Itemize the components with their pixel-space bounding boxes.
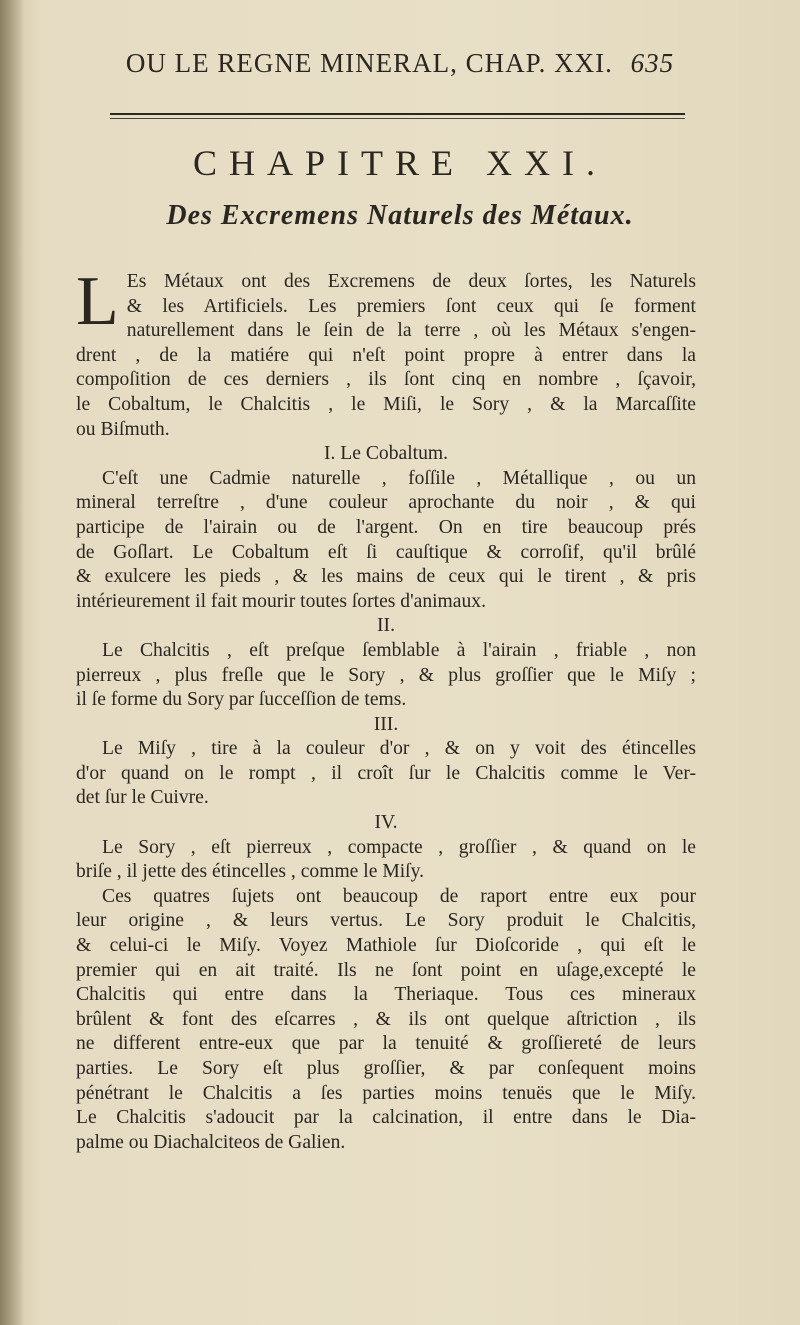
text-line: & celui-ci le Miſy. Voyez Mathiole ſur Dioſcoride , qui eſt le [76, 935, 696, 957]
text-line: det ſur le Cuivre. [76, 787, 209, 809]
section-heading: IV. [374, 812, 398, 834]
text-line: Le Chalcitis s'adoucit par la calcination, il entre dans le Dia- [76, 1107, 696, 1129]
text-line: intérieurement il fait mourir toutes ſortes d'animaux. [76, 590, 486, 612]
page-gutter [0, 0, 24, 1325]
text-line: il ſe forme du Sory par ſucceſſion de tems. [76, 689, 407, 711]
text-line: Es Métaux ont des Excremens de deux ſortes, les Naturels [126, 271, 696, 292]
running-head-text: OU LE REGNE MINERAL, CHAP. XXI. [125, 48, 613, 78]
text-line: ne different entre-eux que par la tenuité & groſſiereté de leurs [76, 1033, 696, 1055]
section-3 [76, 713, 696, 811]
text-line: Le Miſy , tire à la couleur d'or , & on y voit des étincelles [102, 738, 696, 760]
text-line: d'or quand on le rompt , il croît ſur le Chalcitis comme le Ver- [76, 762, 696, 784]
text-line: Le Chalcitis , eſt preſque ſemblable à l'airain , friable , non [102, 639, 696, 661]
section-heading: III. [373, 713, 399, 735]
chapter-subtitle: Des Excremens Naturels des Métaux. [166, 200, 634, 231]
drop-cap: L [76, 263, 119, 340]
text-line: palme ou Diachalciteos de Galien. [76, 1131, 346, 1153]
section-1 [76, 442, 696, 614]
text-line: drent , de la matiére qui n'eſt point propre à entrer dans la [76, 344, 696, 366]
chapter-title: CHAPITRE XXI. [193, 143, 607, 183]
header-rule [110, 113, 685, 115]
text-line: pénétrant le Chalcitis a ſes parties moins tenuës que le Miſy. [76, 1082, 696, 1104]
text-line: & exulcere les pieds , & les mains de ceux qui le tirent , & pris [76, 566, 696, 588]
text-line: de Goſlart. Le Cobaltum eſt ſi cauſtique & corroſif, qu'il brûlé [76, 541, 696, 563]
text-line: briſe , il jette des étincelles , comme le Miſy. [76, 861, 425, 883]
text-line: premier qui en ait traité. Ils ne ſont point en uſage,excepté le [76, 959, 696, 981]
text-line: brûlent & font des eſcarres , & ils ont quelque aſtriction , ils [76, 1008, 696, 1030]
text-line: leur origine , & leurs vertus. Le Sory produit le Chalcitis, [76, 910, 696, 932]
text-line: parties. Le Sory eſt plus groſſier, & par conſequent moins [76, 1058, 696, 1079]
closing-paragraph [76, 885, 696, 1156]
text-line: Le Sory , eſt pierreux , compacte , groſſier , & quand on le [102, 836, 696, 858]
text-line: & les Artificiels. Les premiers ſont ceux qui ſe forment [126, 295, 696, 317]
header-rule-thin [110, 118, 685, 119]
text-line: compoſition de ces derniers , ils ſont cinq en nombre , ſçavoir, [76, 369, 696, 391]
text-line: participe de l'airain ou de l'argent. On en tire beaucoup prés [76, 516, 696, 538]
text-line: Chalcitis qui entre dans la Theriaque. Tous ces mineraux [76, 984, 696, 1006]
section-heading: II. [377, 615, 395, 637]
intro-paragraph [76, 263, 696, 442]
text-line: mineral terreſtre , d'une couleur aprochante du noir , & qui [76, 492, 696, 514]
section-2 [76, 614, 696, 712]
section-4 [76, 811, 696, 885]
running-head [0, 48, 800, 79]
text-line: pierreux , plus freſle que le Sory , & plus groſſier que le Miſy ; [76, 664, 696, 686]
text-line: naturellement dans le ſein de la terre , où les Métaux s'engen- [126, 320, 696, 342]
text-line: Ces quatres ſujets ont beaucoup de raport entre eux pour [102, 885, 696, 907]
page-number: 635 [630, 48, 675, 78]
text-line: C'eſt une Cadmie naturelle , foſſile , Métallique , ou un [102, 467, 696, 489]
body-text [76, 263, 696, 1155]
text-line: ou Biſmuth. [76, 418, 170, 440]
section-heading: I. Le Cobaltum. [323, 443, 449, 465]
text-line: le Cobaltum, le Chalcitis , le Miſi, le Sory , & la Marcaſſite [76, 393, 696, 415]
